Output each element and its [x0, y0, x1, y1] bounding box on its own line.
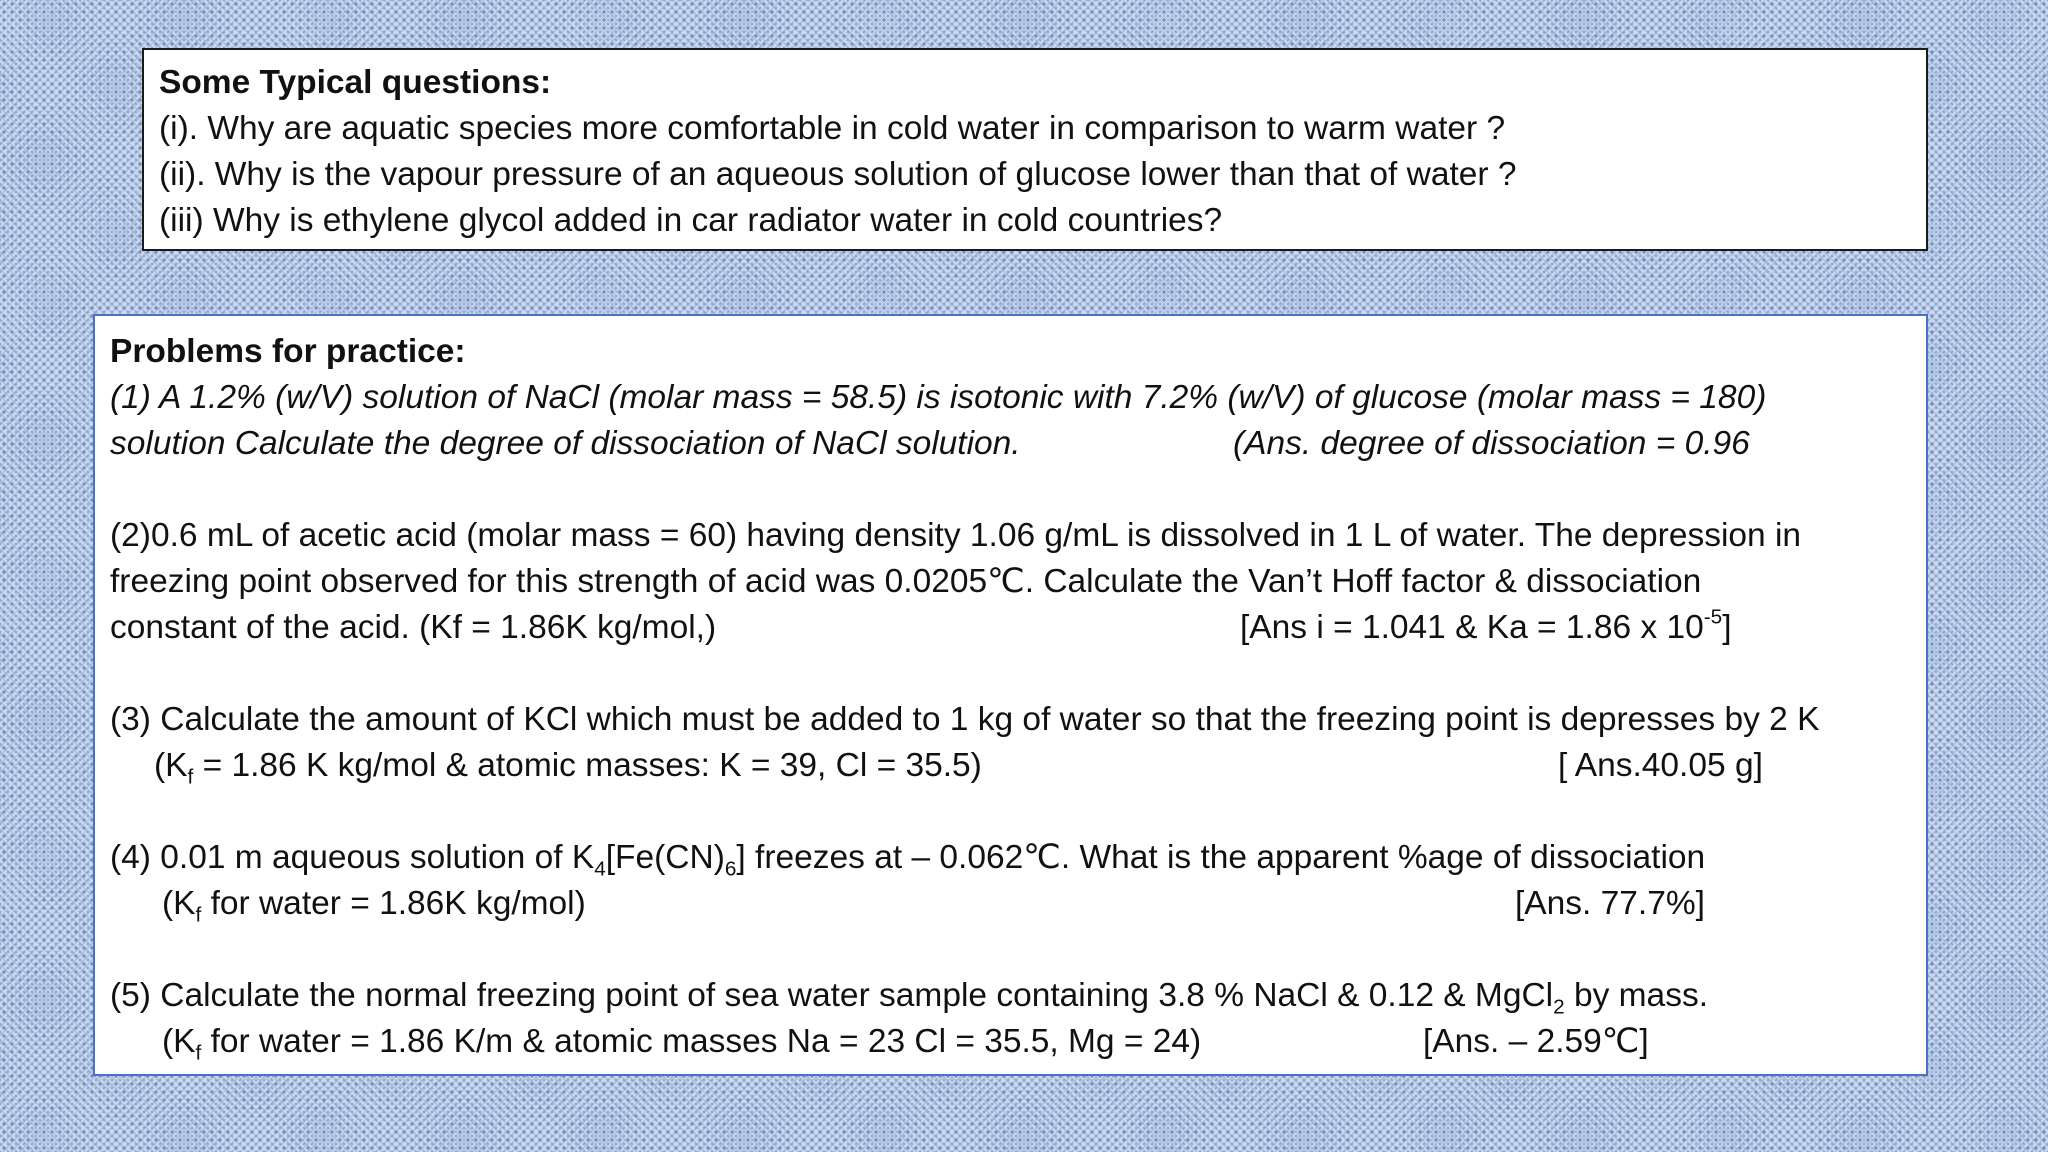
question-item: (ii). Why is the vapour pressure of an aqueous solution of glucose lower than that of water ?: [159, 156, 1517, 193]
questions-heading: Some Typical questions:: [159, 64, 552, 101]
problem-5-constant: (K: [162, 1023, 196, 1060]
problem-3-given: = 1.86 K kg/mol & atomic masses: K = 39, Cl = 35.5): [193, 747, 982, 784]
problem-4-text-b: [Fe(CN): [605, 839, 725, 876]
problem-2-line-3-text: constant of the acid. (Kf = 1.86K kg/mol,): [110, 609, 717, 646]
problem-2-line-2: freezing point observed for this strength of acid was 0.0205℃. Calculate the Van’t Hoff factor & dissociation: [110, 563, 1702, 600]
problem-5-constant-sub: f: [195, 1041, 202, 1065]
problem-1-line-1: (1) A 1.2% (w/V) solution of NaCl (molar mass = 58.5) is isotonic with 7.2% (w/V) of glucose (molar mass = 180): [110, 379, 1767, 416]
problem-4-line-2-text: [110, 885, 586, 927]
problem-3-answer: [ Ans.40.05 g]: [1558, 747, 1763, 784]
problem-2-answer-close: ]: [1722, 609, 1732, 646]
problem-4-line-2: [110, 881, 1926, 927]
problem-5-given: for water = 1.86 K/m & atomic masses Na = 23 Cl = 35.5, Mg = 24): [201, 1023, 1202, 1060]
problem-4-sub-2: 6: [724, 857, 737, 881]
problem-4-given: for water = 1.86K kg/mol): [201, 885, 586, 922]
problems-heading: Problems for practice:: [110, 333, 466, 370]
problem-2-answer-text: [Ans i = 1.041 & Ka = 1.86 x 10: [1240, 609, 1704, 646]
problem-3-line-1: (3) Calculate the amount of KCl which must be added to 1 kg of water so that the freezing point is depresses by 2 K: [110, 701, 1820, 738]
problem-5-line-1: [110, 973, 1926, 1019]
problem-1: [110, 375, 1926, 467]
problem-4-constant: (K: [162, 885, 196, 922]
problem-2: [110, 513, 1926, 651]
problem-4-constant-sub: f: [195, 903, 202, 927]
question-item: (i). Why are aquatic species more comfortable in cold water in comparison to warm water ?: [159, 110, 1506, 147]
problem-5-line-2-text: [110, 1023, 1202, 1065]
problem-3-constant: (K: [154, 747, 188, 784]
problem-5-answer: [Ans. – 2.59℃]: [1423, 1023, 1649, 1060]
problem-2-line-3: [110, 605, 1926, 651]
problem-4-text-c: ] freezes at – 0.062℃. What is the apparent %age of dissociation: [736, 839, 1706, 876]
problem-3-line-2-text: [110, 747, 982, 789]
problem-3-line-2: [110, 743, 1926, 789]
problem-4-line-1: [110, 835, 1926, 881]
problem-1-line-2: [110, 421, 1926, 467]
question-item: (iii) Why is ethylene glycol added in car radiator water in cold countries?: [159, 202, 1223, 239]
problem-1-answer: (Ans. degree of dissociation = 0.96: [1233, 425, 1750, 462]
typical-questions-box: [142, 48, 1928, 251]
problem-5: [110, 973, 1926, 1065]
problem-3: [110, 697, 1926, 789]
problem-4-text-a: (4) 0.01 m aqueous solution of K: [110, 839, 595, 876]
problem-4-sub-1: 4: [594, 857, 606, 881]
problem-2-line-1: (2)0.6 mL of acetic acid (molar mass = 60) having density 1.06 g/mL is dissolved in 1 L of water. The depression in: [110, 517, 1802, 554]
problem-2-answer: [1240, 605, 1732, 651]
problem-1-line-2-text: solution Calculate the degree of dissociation of NaCl solution.: [110, 425, 1021, 462]
problem-3-constant-sub: f: [187, 765, 194, 789]
problem-5-line-2: [110, 1019, 1926, 1065]
problem-2-answer-exponent: -5: [1703, 605, 1723, 629]
problem-5-text-a: (5) Calculate the normal freezing point of sea water sample containing 3.8 % NaCl & 0.12 & MgCl: [110, 977, 1554, 1014]
problem-5-sub: 2: [1553, 995, 1565, 1019]
practice-problems-box: [93, 314, 1928, 1076]
problem-4: [110, 835, 1926, 927]
problem-4-answer: [Ans. 77.7%]: [1515, 885, 1705, 922]
problem-5-text-b: by mass.: [1564, 977, 1708, 1014]
